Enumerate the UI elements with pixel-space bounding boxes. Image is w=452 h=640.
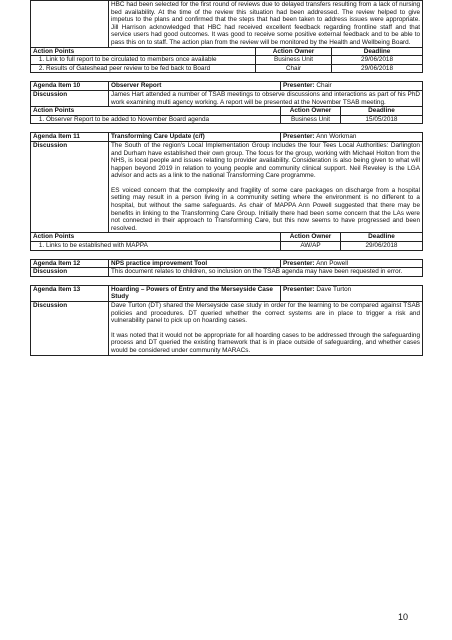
discussion-label: Discussion — [31, 268, 109, 277]
action-text: 1. Links to be established with MAPPA — [46, 242, 278, 250]
action-row — [31, 64, 423, 73]
agenda-item-label: Agenda Item 12 — [31, 259, 109, 268]
action-row — [31, 56, 423, 65]
action-owner: Chair — [256, 64, 332, 73]
presenter-label: Presenter: — [283, 259, 315, 267]
presenter-name: Ann Powell — [316, 259, 349, 267]
presenter-name: Dave Turton — [316, 285, 352, 293]
action-text: 1. Observer Report to be added to November Board agenda — [46, 116, 278, 124]
action-points-label: Action Points — [31, 47, 256, 56]
agenda-item-10-table — [30, 81, 423, 124]
discussion-text: This document relates to children, so inclusion on the TSAB agenda may have been requested in error. — [109, 268, 423, 277]
discussion-paragraph: The South of the region's Local Implementation Group includes the four Tees Local Authorities: Darlington and Durham have established their own group. The focus for the group, working with Michael Holton from the NHS, is local people and issues relating to provider availability. Consideration is also being given to what will happen beyond 2019 in relation to young people and community clinical support. Neil Reveley is the LGA advisor and acts as a link to the national Transforming Care programme. — [111, 141, 420, 180]
deadline-label: Deadline — [341, 107, 423, 116]
discussion-label: Discussion — [31, 90, 109, 106]
page-number: 10 — [397, 612, 408, 622]
action-owner-label: Action Owner — [281, 233, 341, 242]
action-owner: Business Unit — [256, 56, 332, 65]
action-deadline: 15/05/2018 — [341, 115, 423, 124]
presenter-label: Presenter: — [283, 285, 315, 293]
action-points-label: Action Points — [31, 233, 281, 242]
minutes-page — [30, 0, 422, 356]
action-deadline: 29/06/2018 — [332, 56, 423, 65]
action-owner: Business Unit — [281, 115, 341, 124]
agenda-item-title: Transforming Care Update (c/f) — [109, 133, 281, 142]
discussion-paragraph: It was noted that it would not be appropriate for all hoarding cases to be addressed through the safeguarding process and DT queried the existing framework that is in place outside of safeguarding, and whether cases would be considered under community MARACs. — [111, 331, 421, 354]
presenter-name: Ann Workman — [316, 133, 357, 141]
deadline-label: Deadline — [341, 233, 423, 242]
discussion-label: Discussion — [31, 141, 109, 233]
agenda-item-title: Observer Report — [109, 82, 281, 91]
agenda-item-13-table — [30, 285, 423, 356]
action-points-label: Action Points — [31, 107, 281, 116]
discussion-paragraph: ES voiced concern that the complexity and fragility of some care packages on discharge from a hospital setting may result in a person living in a community setting where the environment is no different to a hospital, but without the same safeguards. As chair of MAPPA Ann Powell suggested that there may be benefits in linking to the Transforming Care Group. Initially there had been some concern that the LAs were not connected in their approach to Transforming Care, but this now seems to have progressed and been resolved. — [111, 186, 420, 232]
agenda-item-11-table — [30, 132, 423, 250]
discussion-text: James Hart attended a number of TSAB meetings to observe discussions and interactions as part of his PhD work examining multi agency working. A report will be presented at the November TSAB meeting. — [109, 90, 423, 106]
presenter-label: Presenter: — [283, 82, 315, 90]
action-row — [31, 242, 423, 251]
agenda-item-title: Hoarding – Powers of Entry and the Merseyside Case Study — [109, 285, 281, 301]
action-deadline: 29/06/2018 — [332, 64, 423, 73]
agenda-item-label: Agenda Item 10 — [31, 82, 109, 91]
agenda-item-title: NPS practice improvement Tool — [109, 259, 281, 268]
action-text: 2. Results of Gateshead peer review to be fed back to Board — [46, 65, 253, 73]
presenter-name: Chair — [316, 82, 332, 90]
top-block-table — [30, 0, 423, 73]
action-owner-label: Action Owner — [256, 47, 332, 56]
agenda-item-label: Agenda Item 11 — [31, 133, 109, 142]
top-discussion-text: HBC had been selected for the first round of reviews due to delayed transfers resulting from a lack of nursing bed availability. At the time of the review this situation had been addressed. The review helped to give impetus to the plans and confirmed that the steps that had been taken to address issues were appropriate. Jill Harrison acknowledged that HBC had received excellent feedback regarding frontline staff and that service users had good outcomes. It was good to receive some positive external feedback and to be able to pass this on to staff. The action plan from the review will be monitored by the Health and Wellbeing Board. — [109, 1, 423, 48]
agenda-item-label: Agenda Item 13 — [31, 285, 109, 301]
action-deadline: 29/06/2018 — [341, 242, 423, 251]
action-owner: AW/AP — [281, 242, 341, 251]
deadline-label: Deadline — [332, 47, 423, 56]
discussion-paragraph: Dave Turton (DT) shared the Merseyside case study in order for the learning to be compared against TSAB policies and procedures. DT queried whether the correct systems are in place to trigger a risk and vulnerability panel to pick up on hoarding cases. — [111, 302, 421, 325]
action-row — [31, 115, 423, 124]
discussion-label: Discussion — [31, 302, 109, 356]
action-owner-label: Action Owner — [281, 107, 341, 116]
action-text: 1. Link to full report to be circulated to members once available — [46, 56, 253, 64]
presenter-label: Presenter: — [283, 133, 315, 141]
agenda-item-12-table — [30, 259, 423, 277]
